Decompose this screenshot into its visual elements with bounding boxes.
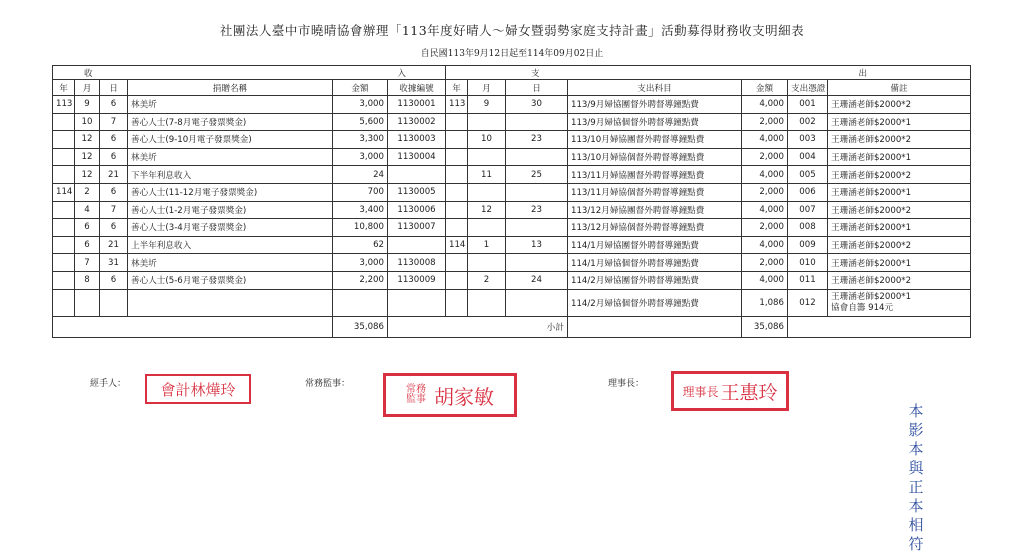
expense-month-cell: 11: [468, 166, 506, 184]
expense-item-cell: 114/2月婦協團督外聘督導鐘點費: [568, 271, 742, 289]
income-day-cell: 7: [100, 201, 128, 219]
supervisor-stamp-title: 常務監事: [406, 384, 426, 405]
chair-label: 理事長：: [608, 379, 645, 389]
income-year-cell: [53, 166, 75, 184]
expense-amount-cell: 2,000: [742, 219, 788, 237]
income-amount-cell: 3,000: [333, 96, 388, 114]
income-month-cell: 12: [75, 148, 100, 166]
income-month-cell: 10: [75, 113, 100, 131]
remark-cell: 王珊涵老師$2000*2: [828, 271, 971, 289]
voucher-number-cell: 002: [788, 113, 828, 131]
income-month-cell: 7: [75, 254, 100, 272]
income-day-cell: 6: [100, 148, 128, 166]
remark-cell: 王珊涵老師$2000*2: [828, 236, 971, 254]
expense-month-cell: 2: [468, 271, 506, 289]
income-day-cell: 6: [100, 219, 128, 237]
expense-year-cell: [446, 148, 468, 166]
income-label-a: 收: [84, 68, 93, 79]
receipt-number-cell: 1130007: [388, 219, 446, 237]
voucher-number-cell: 011: [788, 271, 828, 289]
table-row: [53, 113, 971, 131]
expense-item-cell: 113/9月婦協個督外聘督導鐘點費: [568, 113, 742, 131]
expense-day-cell: 13: [506, 236, 568, 254]
receipt-number-cell: 1130003: [388, 131, 446, 149]
remark-cell: 王珊涵老師$2000*2: [828, 166, 971, 184]
income-amount-cell: 24: [333, 166, 388, 184]
expense-month-cell: 1: [468, 236, 506, 254]
subtotal-label: 小計: [388, 316, 568, 337]
expense-year-cell: 113: [446, 96, 468, 114]
document-period: 自民國113年9月12日起至114年09月02日止: [420, 49, 604, 59]
donor-name-cell: 下半年利息收入: [128, 166, 333, 184]
col-donor: 捐贈名稱: [128, 80, 333, 96]
donor-name-cell: 善心人士(1-2月電子發票獎金): [128, 201, 333, 219]
chair-stamp-name: 王惠玲: [720, 381, 778, 404]
remark-line-1: 王珊涵老師$2000*1: [831, 291, 912, 302]
supervisor-stamp: [383, 373, 517, 417]
table-row: [53, 219, 971, 237]
receipt-number-cell: 1130004: [388, 148, 446, 166]
col-receipt: 收據編號: [388, 80, 446, 96]
expense-year-cell: [446, 183, 468, 201]
voucher-number-cell: 010: [788, 254, 828, 272]
expense-day-cell: 23: [506, 201, 568, 219]
col-voucher: 支出憑證: [788, 80, 828, 96]
empty-cell: [333, 289, 388, 316]
document-title: 社團法人臺中市曉晴協會辦理「113年度好晴人～婦女暨弱勢家庭支持計畫」活動募得財務收支明細表: [219, 23, 805, 38]
receipt-number-cell: [388, 166, 446, 184]
expense-amount-cell: 4,000: [742, 236, 788, 254]
income-amount-cell: 700: [333, 183, 388, 201]
voucher-number-cell: 012: [788, 289, 828, 316]
income-day-cell: 7: [100, 113, 128, 131]
income-day-cell: 6: [100, 96, 128, 114]
expense-day-cell: 25: [506, 166, 568, 184]
income-month-cell: 12: [75, 166, 100, 184]
subtotal-blank: [788, 316, 971, 337]
expense-item-cell: 114/2月婦協個督外聘督導鐘點費: [568, 289, 742, 316]
supervisor-label: 常務監事：: [305, 379, 351, 389]
income-amount-cell: 10,800: [333, 219, 388, 237]
expense-month-cell: 12: [468, 201, 506, 219]
voucher-number-cell: 003: [788, 131, 828, 149]
expense-item-cell: 113/11月婦協團督外聘督導鐘點費: [568, 166, 742, 184]
voucher-number-cell: 009: [788, 236, 828, 254]
income-day-cell: 6: [100, 131, 128, 149]
donor-name-cell: 善心人士(9-10月電子發票獎金): [128, 131, 333, 149]
income-total: 35,086: [333, 316, 388, 337]
section-header-row: [53, 66, 971, 80]
table-row: [53, 236, 971, 254]
remark-cell: 王珊涵老師$2000*2: [828, 96, 971, 114]
table-row: [53, 289, 971, 316]
income-day-cell: 21: [100, 236, 128, 254]
income-amount-cell: 5,600: [333, 113, 388, 131]
remark-cell: [828, 289, 971, 316]
remark-cell: 王珊涵老師$2000*1: [828, 219, 971, 237]
expense-amount-cell: 2,000: [742, 113, 788, 131]
expense-item-cell: 114/1月婦協團督外聘督導鐘點費: [568, 236, 742, 254]
expense-day-cell: 30: [506, 96, 568, 114]
expense-amount-cell: 4,000: [742, 131, 788, 149]
expense-item-cell: 113/11月婦協個督外聘督導鐘點費: [568, 183, 742, 201]
empty-cell: [128, 289, 333, 316]
table-row: [53, 96, 971, 114]
voucher-number-cell: 001: [788, 96, 828, 114]
expense-year-cell: [446, 166, 468, 184]
empty-cell: [75, 289, 100, 316]
income-day-cell: 6: [100, 271, 128, 289]
donor-name-cell: 上半年利息收入: [128, 236, 333, 254]
remark-cell: 王珊涵老師$2000*2: [828, 201, 971, 219]
expense-year-cell: [446, 131, 468, 149]
col-note: 備註: [828, 80, 971, 96]
expense-month-cell: 10: [468, 131, 506, 149]
expense-year-cell: [446, 271, 468, 289]
income-year-cell: 113: [53, 96, 75, 114]
income-year-cell: [53, 271, 75, 289]
subtotal-blank: [568, 316, 742, 337]
donor-name-cell: 善心人士(11-12月電子發票獎金): [128, 183, 333, 201]
col-expense-month: 月: [468, 80, 506, 96]
expense-day-cell: 23: [506, 131, 568, 149]
income-year-cell: [53, 113, 75, 131]
income-day-cell: 21: [100, 166, 128, 184]
voucher-number-cell: 008: [788, 219, 828, 237]
expense-item-cell: 113/12月婦協個督外聘督導鐘點費: [568, 219, 742, 237]
income-year-cell: [53, 236, 75, 254]
col-income-amount: 金額: [333, 80, 388, 96]
receipt-number-cell: [388, 236, 446, 254]
income-month-cell: 9: [75, 96, 100, 114]
col-expense-day: 日: [506, 80, 568, 96]
table-row: [53, 131, 971, 149]
empty-cell: [468, 289, 506, 316]
accountant-stamp-text: 會計林燁玲: [160, 380, 236, 399]
voucher-number-cell: 007: [788, 201, 828, 219]
expense-amount-cell: 4,000: [742, 271, 788, 289]
expense-amount-cell: 1,086: [742, 289, 788, 316]
accountant-stamp: [145, 374, 251, 404]
empty-cell: [100, 289, 128, 316]
expense-amount-cell: 2,000: [742, 254, 788, 272]
income-year-cell: [53, 148, 75, 166]
chair-stamp-title: 理事長: [682, 384, 719, 399]
expense-amount-cell: 2,000: [742, 148, 788, 166]
income-amount-cell: 3,400: [333, 201, 388, 219]
expense-item-cell: 113/10月婦協個督外聘督導鐘點費: [568, 148, 742, 166]
expense-month-cell: [468, 183, 506, 201]
col-expense-year: 年: [446, 80, 468, 96]
remark-cell: 王珊涵老師$2000*1: [828, 113, 971, 131]
col-expense-amount: 金額: [742, 80, 788, 96]
expense-day-cell: [506, 113, 568, 131]
expense-year-cell: [446, 219, 468, 237]
empty-cell: [388, 289, 446, 316]
expense-total: 35,086: [742, 316, 788, 337]
expense-month-cell: [468, 219, 506, 237]
expense-day-cell: [506, 219, 568, 237]
donor-name-cell: 善心人士(5-6月電子發票獎金): [128, 271, 333, 289]
table-row: [53, 254, 971, 272]
expense-label-a: 支: [531, 68, 540, 79]
col-income-month: 月: [75, 80, 100, 96]
donor-name-cell: 善心人士(3-4月電子發票獎金): [128, 219, 333, 237]
income-year-cell: [53, 254, 75, 272]
income-day-cell: 31: [100, 254, 128, 272]
income-month-cell: 8: [75, 271, 100, 289]
expense-month-cell: [468, 148, 506, 166]
expense-amount-cell: 4,000: [742, 201, 788, 219]
income-amount-cell: 3,300: [333, 131, 388, 149]
expense-amount-cell: 2,000: [742, 183, 788, 201]
receipt-number-cell: 1130009: [388, 271, 446, 289]
expense-year-cell: [446, 254, 468, 272]
expense-month-cell: [468, 113, 506, 131]
receipt-number-cell: 1130006: [388, 201, 446, 219]
income-label-b: 入: [397, 68, 406, 79]
expense-section-header: [446, 66, 971, 80]
income-amount-cell: 62: [333, 236, 388, 254]
receipt-number-cell: 1130002: [388, 113, 446, 131]
income-section-header: [53, 66, 446, 80]
receipt-number-cell: 1130005: [388, 183, 446, 201]
income-month-cell: 6: [75, 236, 100, 254]
empty-cell: [506, 289, 568, 316]
certified-copy-stamp: 本影本與正本相符: [908, 402, 924, 553]
expense-amount-cell: 4,000: [742, 166, 788, 184]
empty-cell: [446, 289, 468, 316]
col-income-day: 日: [100, 80, 128, 96]
remark-cell: 王珊涵老師$2000*1: [828, 183, 971, 201]
remark-cell: 王珊涵老師$2000*2: [828, 131, 971, 149]
col-item: 支出科目: [568, 80, 742, 96]
remark-line-2: 協會自籌 914元: [831, 302, 894, 313]
income-amount-cell: 3,000: [333, 254, 388, 272]
donor-name-cell: 善心人士(7-8月電子發票獎金): [128, 113, 333, 131]
income-month-cell: 12: [75, 131, 100, 149]
expense-item-cell: 113/10月婦協團督外聘督導鐘點費: [568, 131, 742, 149]
expense-year-cell: [446, 201, 468, 219]
expense-month-cell: [468, 254, 506, 272]
income-year-cell: 114: [53, 183, 75, 201]
income-amount-cell: 2,200: [333, 271, 388, 289]
remark-cell: 王珊涵老師$2000*1: [828, 254, 971, 272]
receipt-number-cell: 1130008: [388, 254, 446, 272]
expense-year-cell: [446, 113, 468, 131]
receipt-number-cell: 1130001: [388, 96, 446, 114]
income-month-cell: 2: [75, 183, 100, 201]
expense-month-cell: 9: [468, 96, 506, 114]
chair-stamp: [671, 371, 789, 411]
income-year-cell: [53, 201, 75, 219]
subtotal-blank: [53, 316, 333, 337]
expense-day-cell: 24: [506, 271, 568, 289]
empty-cell: [53, 289, 75, 316]
voucher-number-cell: 004: [788, 148, 828, 166]
expense-day-cell: [506, 254, 568, 272]
subtotal-row: [53, 316, 971, 337]
voucher-number-cell: 005: [788, 166, 828, 184]
donor-name-cell: 林美圻: [128, 96, 333, 114]
income-month-cell: 6: [75, 219, 100, 237]
income-year-cell: [53, 219, 75, 237]
column-header-row: [53, 80, 971, 96]
remark-cell: 王珊涵老師$2000*1: [828, 148, 971, 166]
expense-year-cell: 114: [446, 236, 468, 254]
expense-label-b: 出: [858, 68, 868, 79]
expense-day-cell: [506, 183, 568, 201]
handler-label: 經手人：: [90, 379, 127, 389]
expense-item-cell: 113/9月婦協團督外聘督導鐘點費: [568, 96, 742, 114]
donor-name-cell: 林美圻: [128, 148, 333, 166]
donor-name-cell: 林美圻: [128, 254, 333, 272]
expense-item-cell: 113/12月婦協團督外聘督導鐘點費: [568, 201, 742, 219]
supervisor-stamp-name: 胡家敏: [434, 384, 494, 409]
expense-day-cell: [506, 148, 568, 166]
income-day-cell: 6: [100, 183, 128, 201]
ledger-table: [52, 65, 971, 338]
table-row: [53, 166, 971, 184]
table-row: [53, 201, 971, 219]
voucher-number-cell: 006: [788, 183, 828, 201]
income-month-cell: 4: [75, 201, 100, 219]
expense-item-cell: 114/1月婦協個督外聘督導鐘點費: [568, 254, 742, 272]
col-income-year: 年: [53, 80, 75, 96]
table-row: [53, 148, 971, 166]
table-row: [53, 183, 971, 201]
income-amount-cell: 3,000: [333, 148, 388, 166]
income-year-cell: [53, 131, 75, 149]
expense-amount-cell: 4,000: [742, 96, 788, 114]
table-row: [53, 271, 971, 289]
